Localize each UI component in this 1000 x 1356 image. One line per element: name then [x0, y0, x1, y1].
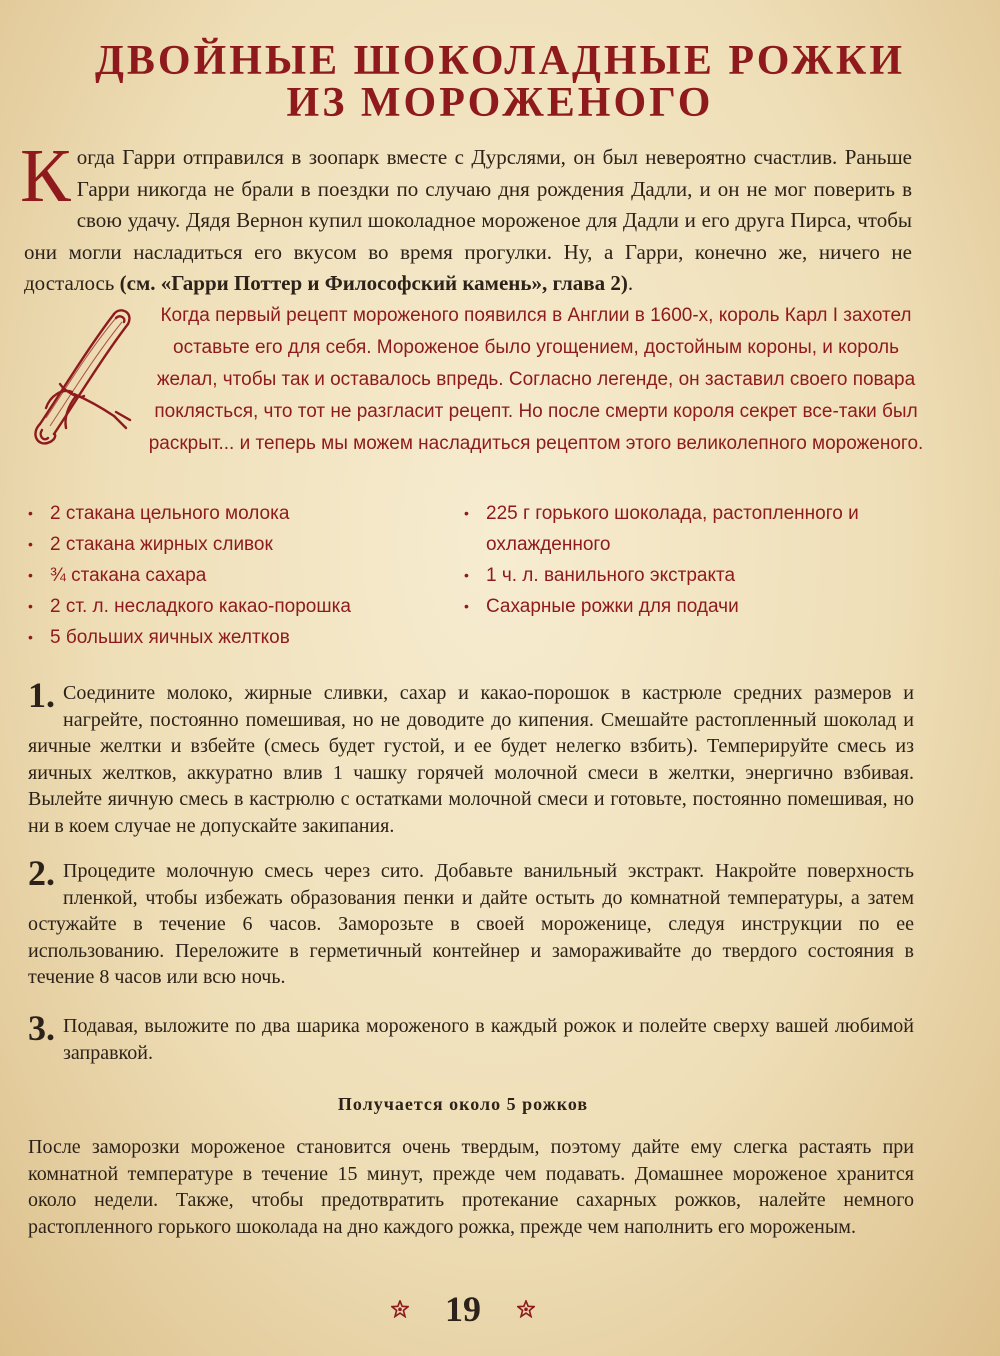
ingredient-item: • 1 ч. л. ванильного экстракта [462, 560, 902, 591]
ingredient-item: • 2 ст. л. несладкого какао-порошка [26, 591, 446, 622]
ingredient-item: • Сахарные рожки для подачи [462, 591, 902, 622]
ingredients-list-right [462, 498, 902, 622]
step-1 [28, 675, 914, 839]
ingredients-list-left [26, 498, 446, 653]
step-text: Процедите молочную смесь через сито. Добавьте ванильный экстракт. Накройте поверхность пленкой, чтобы избежать образования пенки и дайте остыть до комнатной температуры, а затем остужайте в течение 6 часов. Заморозьте в своей мороженице, следуя инструкции по ее использованию. Переложите в герметичный контейнер и замораживайте до твердого состояния в течение 8 часов или всю ночь. [28, 860, 914, 988]
ingredient-item: • 225 г горького шоколада, растопленного и охлажденного [462, 498, 902, 560]
yield-heading: Получается около 5 рожков [337, 1094, 589, 1114]
ingredient-item: • 5 больших яичных желтков [26, 622, 446, 653]
scroll-icon [16, 296, 142, 454]
ingredient-item: • 2 стакана жирных сливок [26, 529, 446, 560]
step-2 [28, 853, 914, 991]
drop-cap: К [20, 134, 71, 218]
star-icon [517, 1300, 535, 1318]
page-title-line-2: ИЗ МОРОЖЕНОГО [286, 80, 714, 126]
step-3 [28, 1008, 914, 1066]
book-reference: (см. «Гарри Поттер и Философский камень», глава 2) [119, 271, 628, 295]
step-text: Подавая, выложите по два шарика мороженого в каждый рожок и полейте сверху вашей любимой заправкой. [63, 1015, 914, 1064]
intro-end: . [627, 271, 634, 295]
ingredient-item: • ¾ стакана сахара [26, 560, 446, 591]
ingredient-item: • 2 стакана цельного молока [26, 498, 446, 529]
step-number: 2. [28, 853, 55, 893]
storage-note: После заморозки мороженое становится очень твердым, поэтому дайте ему слегка растаять при комнатной температуре в течение 15 минут, прежде чем подавать. Домашнее мороженое хранится около недели. Также, чтобы предотвратить протекание сахарных рожков, налейте немного растопленного горького шоколада на дно каждого рожка, прежде чем наполнить его мороженым. [28, 1136, 914, 1238]
page-number: 19 [445, 1289, 481, 1329]
star-icon [391, 1300, 409, 1318]
page-footer [0, 1286, 926, 1332]
intro-text: огда Гарри отправился в зоопарк вместе с Дурслями, он был невероятно счастлив. Раньше Гарри никогда не брали в поездки по случаю дня рождения Дадли, и он не мог поверить в свою удачу. Дядя Вернон купил шоколадное мороженое для Дадли и его друга Пирса, чтобы они могли насладиться его вкусом во время прогулки. Ну, а Гарри, конечно же, ничего не досталось [24, 145, 912, 295]
page-title-line-1: ДВОЙНЫЕ ШОКОЛАДНЫЕ РОЖКИ [94, 38, 906, 84]
intro-paragraph [20, 134, 912, 300]
step-text: Соедините молоко, жирные сливки, сахар и какао-порошок в кастрюле средних размеров и нагрейте, постоянно помешивая, но не доводите до кипения. Смешайте растопленный шоколад и яичные желтки и взбейте (смесь будет густой, и ее будет нелегко взбить). Темперируйте смесь из яичных желтков, аккуратно влив 1 чашку горячей молочной смеси в желтки, энергично взбивая. Вылейте яичную смесь в кастрюлю с остатками молочной смеси и готовьте, постоянно помешивая, но ни в коем случае не допускайте закипания. [28, 682, 914, 837]
step-number: 1. [28, 675, 55, 715]
history-sidebar: Когда первый рецепт мороженого появился в Англии в 1600-х, король Карл I захотел оставьте его для себя. Мороженое было угощением, достойным короны, и король желал, чтобы так и оставалось впредь. Согласно легенде, он заставил своего повара поклясться, что тот не разгласит рецепт. Но после смерти короля секрет все-таки был раскрыт... и теперь мы можем насладиться рецептом этого великолепного мороженого. [148, 305, 924, 454]
step-number: 3. [28, 1008, 55, 1048]
